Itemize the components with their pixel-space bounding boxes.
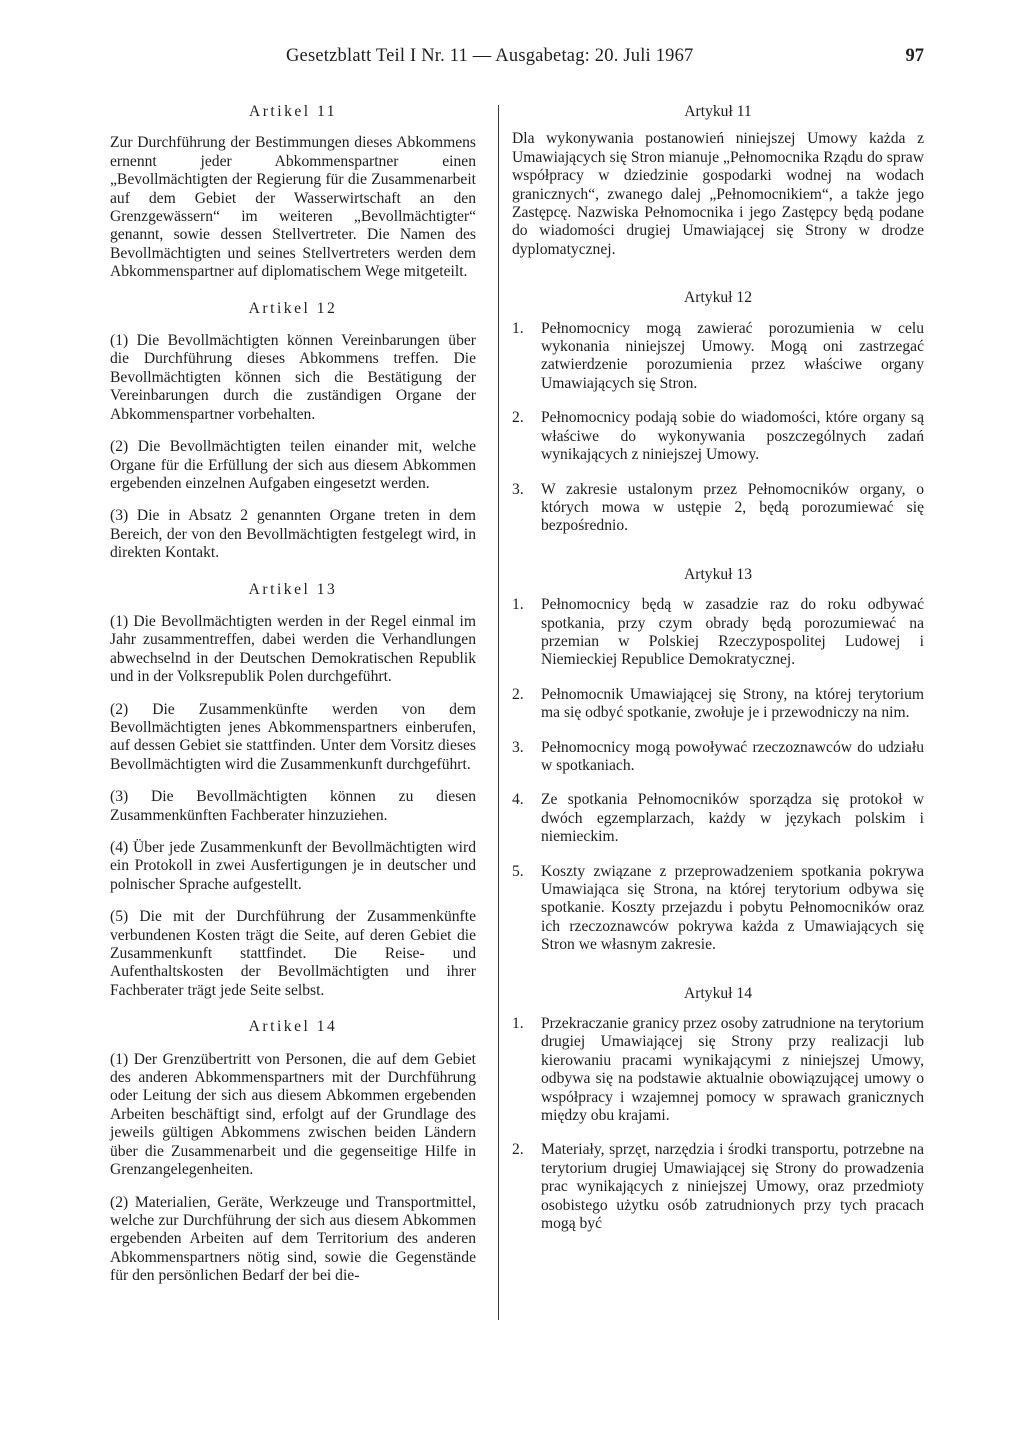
column-divider [498, 105, 499, 1320]
article-heading: Artykuł 14 [683, 984, 752, 1002]
numbered-item [512, 409, 924, 464]
article-paragraph: (2) Materialien, Geräte, Werkzeuge und Transportmittel, welche zur Durchführung der sich aus diesem Abkommen ergebenden Arbeiten auf dem Territorium des anderen Abkommenspartners nötig sind, sowie die Gegenstände für den persönlichen Bedarf der bei die- [110, 1193, 476, 1285]
numbered-item [512, 1141, 924, 1233]
article-heading: Artikel 11 [248, 103, 338, 120]
item-number: 1. [512, 596, 524, 614]
numbered-item [512, 1015, 924, 1125]
item-number: 1. [512, 319, 524, 337]
article-paragraph: (1) Der Grenzübertritt von Personen, die auf dem Gebiet des anderen Abkommenspartners mit der Durchführung oder Leitung der sich aus diesem Abkommen ergebenden Arbeiten beschäftigt sind, erfolgt auf der Grundlage des jeweils gültigen Abkommens zwischen beiden Ländern über die Zusammenarbeit und die gegenseitige Hilfe in Grenzangelegenheiten. [110, 1050, 476, 1179]
item-number: 2. [512, 1141, 524, 1159]
item-number: 3. [512, 480, 524, 498]
article-paragraph: (2) Die Bevollmächtigten teilen einander mit, welche Organe für die Erfüllung der sich aus diesem Abkommen ergebenden einzelnen Aufgaben eingesetzt werden. [110, 438, 476, 492]
article-paragraph: (4) Über jede Zusammenkunft der Bevollmächtigten wird ein Protokoll in zwei Ausfertigungen je in deutscher und polnischer Sprache aufgestellt. [110, 839, 476, 893]
item-text: Ze spotkania Pełnomocników sporządza się protokoł w dwóch egzemplarzach, każdy w językach polskim i niemieckim. [541, 791, 924, 846]
page-number: 97 [905, 46, 924, 66]
article-paragraph: (3) Die in Absatz 2 genannten Organe treten in dem Bereich, der von den Bevollmächtigten festgelegt wird, in direkten Kontakt. [110, 507, 476, 562]
item-text: Przekraczanie granicy przez osoby zatrudnione na terytorium drugiej Umawiającej się Strony przy realizacji lub kierowaniu pracami wynikającymi z niniejszej Umowy, odbywa się na podstawie aktualnie obowiązującej umowy o współpracy i wzajemnej pomocy w sprawach granicznych między obu krajami. [541, 1015, 924, 1125]
item-number: 1. [512, 1015, 524, 1033]
item-text: Pełnomocnicy będą w zasadzie raz do roku odbywać spotkania, przy czym obrady będą porozumiewać na przemian w Polskiej Rzeczypospolitej Ludowej i Niemieckiej Republice Demokratycznej. [541, 596, 924, 669]
article-heading: Artykuł 12 [683, 289, 752, 307]
article-paragraph: (1) Die Bevollmächtigten werden in der Regel einmal im Jahr zusammentreffen, dabei werden die Verhandlungen abwechselnd in der Deutschen Demokratischen Republik und in der Volksrepublik Polen durchgeführt. [110, 612, 476, 686]
item-text: Pełnomocnicy mogą powoływać rzeczoznawców do udziału w spotkaniach. [541, 738, 924, 774]
item-number: 2. [512, 685, 524, 703]
article-heading: Artikel 13 [248, 580, 338, 598]
item-number: 4. [512, 791, 524, 809]
article-paragraph: Zur Durchführung der Bestimmungen dieses Abkommens ernennt jeder Abkommenspartner einen „Bevollmächtigten der Regierung für die Zusammenarbeit auf dem Gebiet der Wasserwirtschaft an den Grenzgewässern“ im weiteren „Bevollmächtigter“ genannt, sowie dessen Stellvertreter. Die Namen des Bevollmächtigten und seines Stellvertreters werden dem Abkommenspartner auf diplomatischem Wege mitgeteilt. [110, 134, 476, 281]
article-heading: Artikel 14 [248, 1018, 338, 1036]
item-text: W zakresie ustalonym przez Pełnomocników organy, o których mowa w ustępie 2, będą porozumiewać się bezpośrednio. [541, 480, 924, 535]
page-header [0, 46, 1024, 74]
numbered-item [512, 863, 924, 955]
article-paragraph: (3) Die Bevollmächtigten können zu diesen Zusammenkünften Fachberater hinzuziehen. [110, 788, 476, 824]
item-number: 3. [512, 738, 524, 756]
numbered-item [512, 791, 924, 846]
polish-column [512, 103, 924, 1234]
running-header: Gesetzblatt Teil I Nr. 11 — Ausgabetag: 20. Juli 1967 [286, 46, 694, 66]
article-heading: Artykuł 13 [683, 565, 752, 583]
numbered-item [512, 481, 924, 536]
article-heading: Artikel 12 [248, 299, 338, 317]
item-text: Materiały, sprzęt, narzędzia i środki transportu, potrzebne na terytorium drugiej Umawiającej się Strony do prowadzenia prac wynikających z niniejszej Umowy, oraz przedmioty osobistego użytku osób zatrudnionych przy tych pracach mogą być [541, 1141, 924, 1233]
numbered-item [512, 686, 924, 723]
article-paragraph: (2) Die Zusammenkünfte werden von dem Bevollmächtigten jenes Abkommenspartners einberufen, auf dessen Gebiet sie stattfinden. Unter dem Vorsitz dieses Bevollmächtigten wird die Zusammenkunft durchgeführt. [110, 700, 476, 773]
numbered-item [512, 596, 924, 670]
item-text: Pełnomocnik Umawiającej się Strony, na której terytorium ma się odbyć spotkanie, zwołuje je i przewodniczy na nim. [541, 685, 924, 722]
article-paragraph: Dla wykonywania postanowień niniejszej Umowy każda z Umawiających się Stron mianuje „Pełnomocnika Rządu do spraw współpracy w dziedzinie gospodarki wodnej na wodach granicznych“, zwanego dalej „Pełnomocnikiem“, a także jego Zastępcę. Nazwiska Pełnomocnika i jego Zastępcy będą podane do wiadomości drugiej Umawiającej się Strony w drodze dyplomatycznej. [512, 130, 924, 258]
item-number: 2. [512, 409, 524, 427]
article-paragraph: (1) Die Bevollmächtigten können Vereinbarungen über die Durchführung dieses Abkommens treffen. Die Bevollmächtigten können sich die Bestätigung der Vereinbarungen durch die zuständigen Organe der Abkommenspartner vorbehalten. [110, 332, 476, 423]
article-paragraph: (5) Die mit der Durchführung der Zusammenkünfte verbundenen Kosten trägt die Seite, auf deren Gebiet die Zusammenkunft stattfindet. Die Reise- und Aufenthaltskosten der Bevollmächtigten und ihrer Fachberater trägt jede Seite selbst. [110, 908, 476, 999]
item-text: Pełnomocnicy mogą zawierać porozumienia w celu wykonania niniejszej Umowy. Mogą oni zastrzegać zatwierdzenie porozumienia przez właściwe organy Umawiających się Stron. [541, 319, 924, 392]
article-heading: Artykuł 11 [684, 103, 752, 120]
numbered-item [512, 320, 924, 394]
item-text: Koszty związane z przeprowadzeniem spotkania pokrywa Umawiająca się Strona, na której terytorium odbywa się spotkanie. Koszty przejazdu i pobytu Pełnomocników oraz ich rzeczoznawców pokrywa każda z Umawiających się Stron we własnym zakresie. [541, 862, 924, 954]
numbered-item [512, 739, 924, 776]
item-text: Pełnomocnicy podają sobie do wiadomości, które organy są właściwe do wykonywania poszczególnych zadań wynikających z niniejszej Umowy. [541, 409, 924, 464]
german-column [110, 103, 476, 1286]
item-number: 5. [512, 862, 524, 880]
